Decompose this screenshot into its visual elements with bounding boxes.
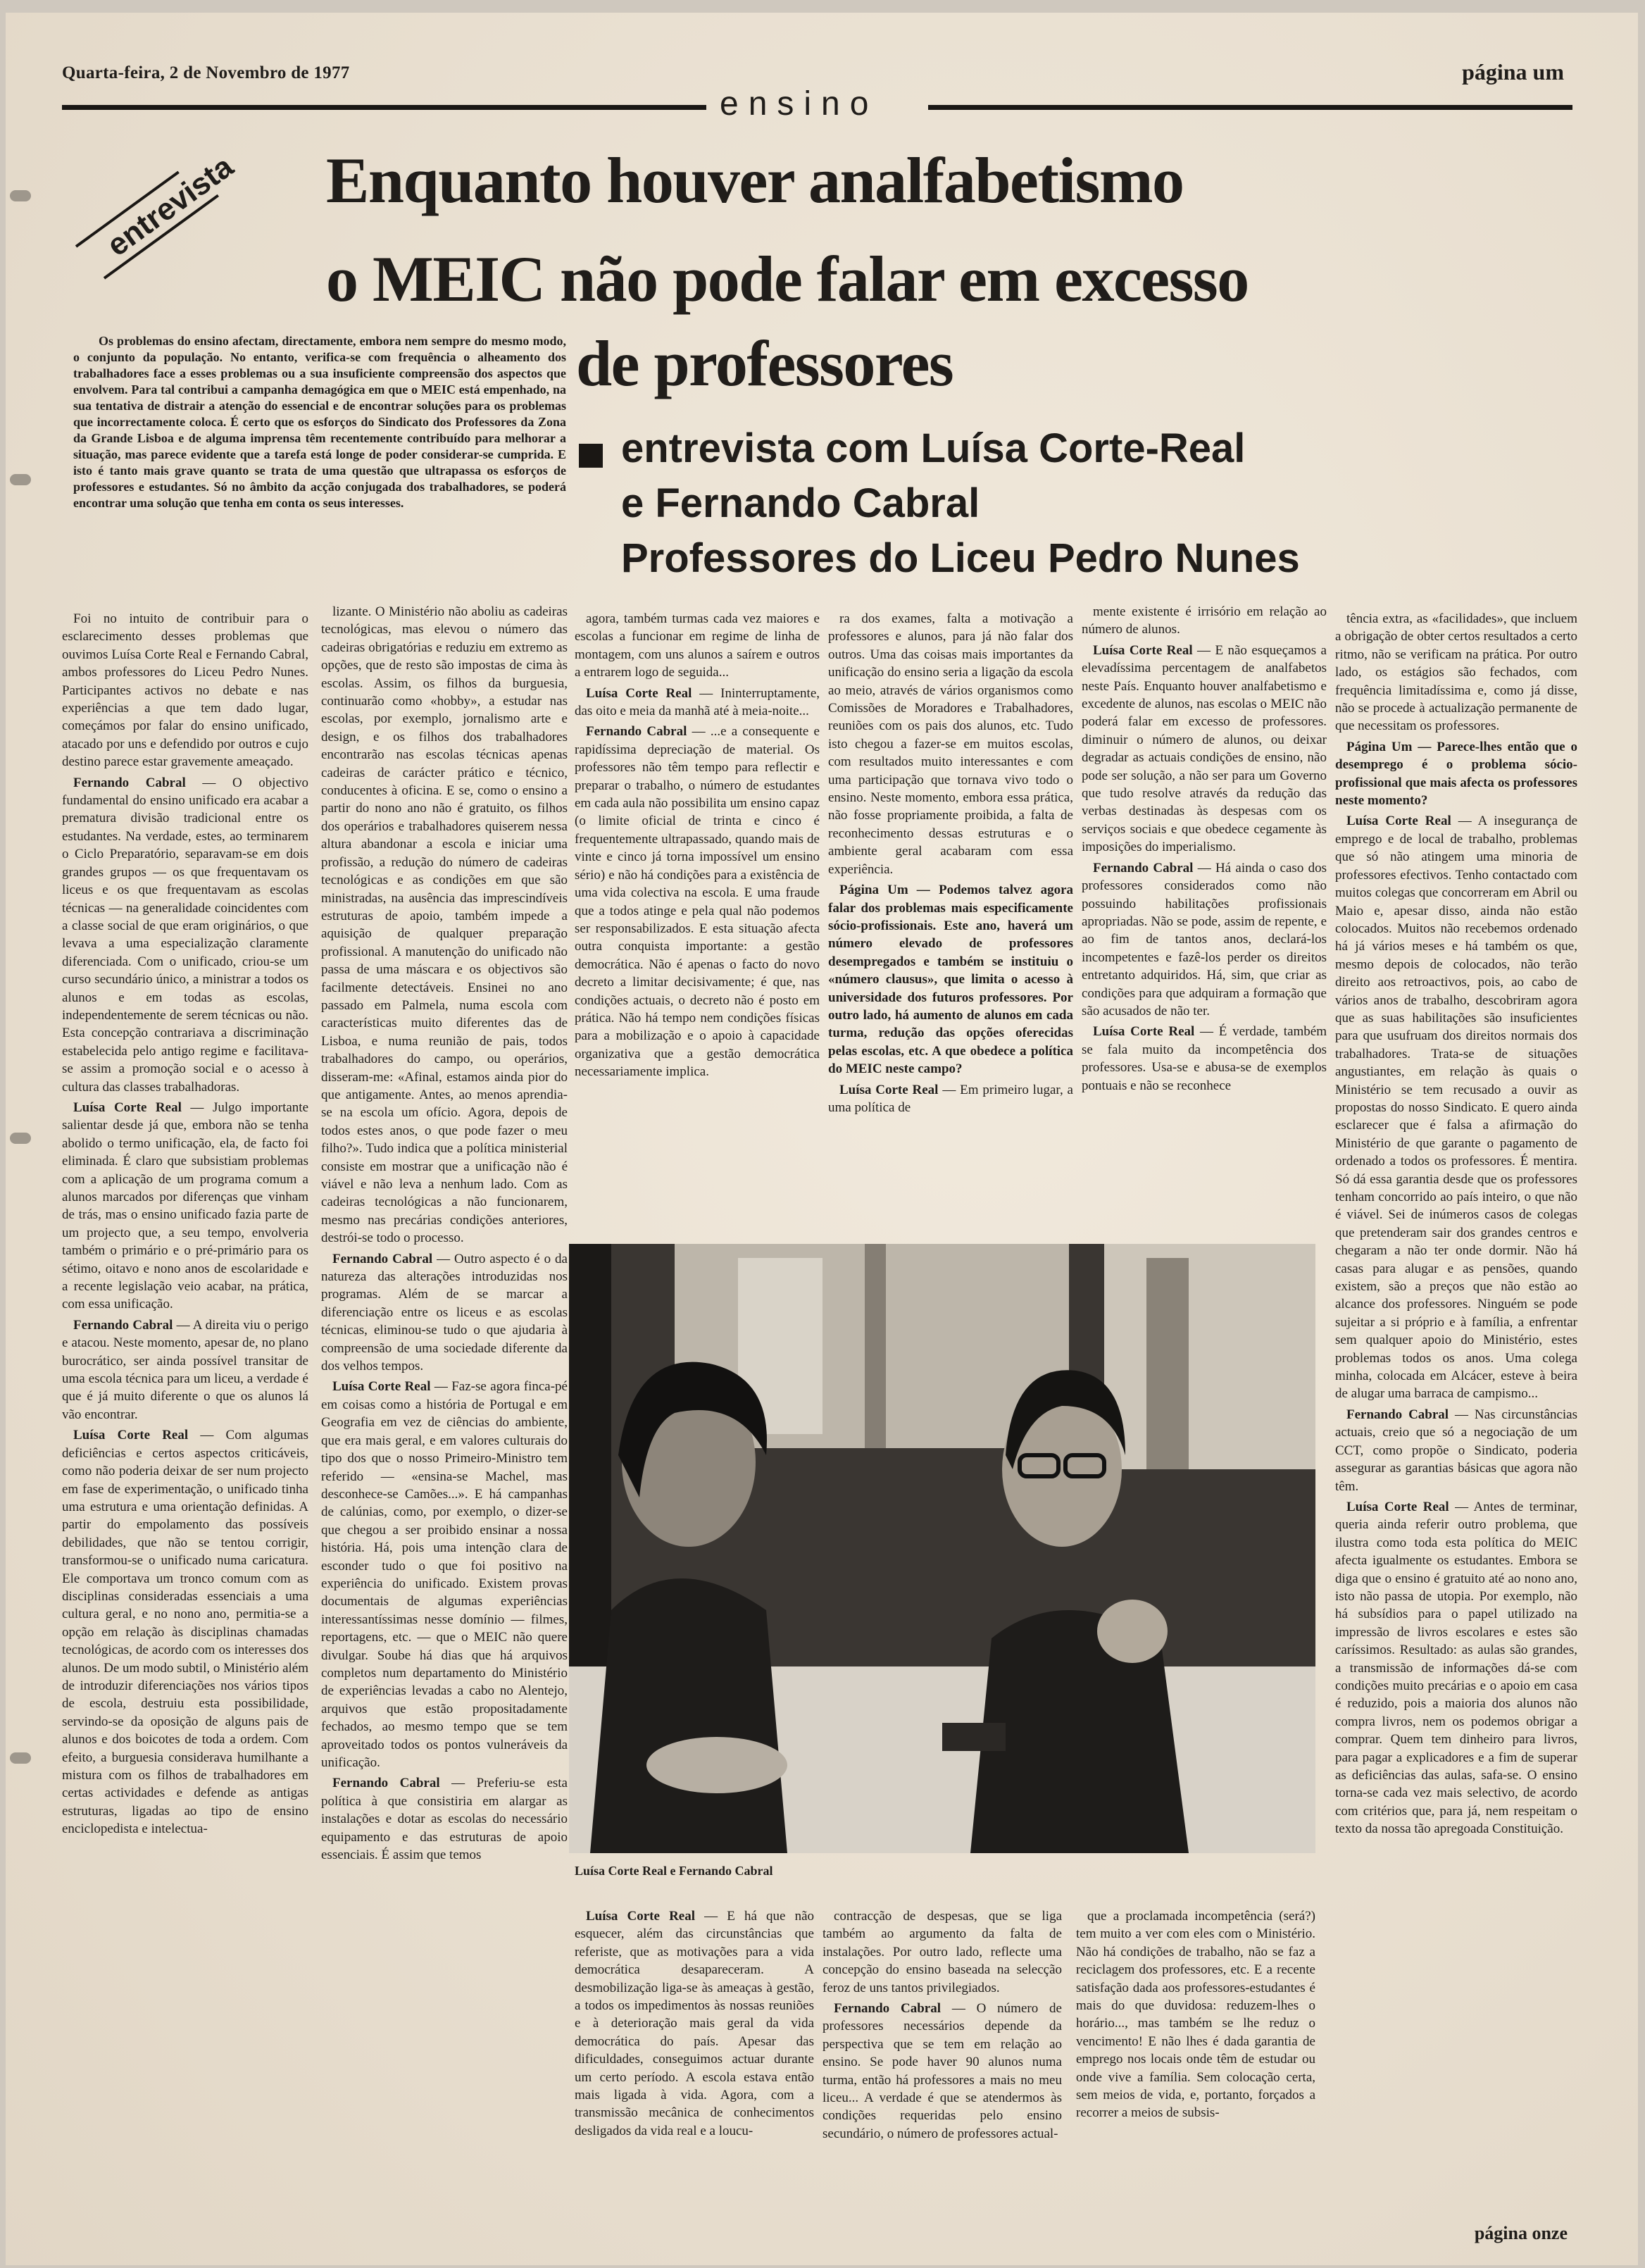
headline-line: Enquanto houver analfabetismo	[326, 144, 1184, 216]
page-label: página um	[1462, 59, 1564, 85]
article-paragraph	[62, 1099, 308, 1314]
binding-hole	[10, 474, 31, 485]
speaker-name: Luísa Corte Real	[586, 685, 692, 701]
speaker-name: Luísa Corte Real	[1093, 1024, 1195, 1040]
article-paragraph	[1335, 1406, 1577, 1495]
article-paragraph	[1335, 738, 1577, 810]
article-paragraph	[1335, 610, 1577, 735]
paragraph-text: Foi no intuito de contribuir para o esclarecimento desses problemas que ouvimos Luísa Corte Real e Fernando Cabral, ambos professores do Liceu Pedro Nunes. Participantes activos no debate e nas experiências a que tem dado lugar, começámos por falar do ensino unificado, atacado por uns e defendido por outros e cujo destino parece estar gravemente ameaçado.	[62, 611, 308, 770]
subheadline-line: e Fernando Cabral	[621, 480, 980, 526]
paragraph-text: — A direita viu o perigo e atacou. Neste momento, apesar de, no plano burocrático, ser ainda possível transitar de uma escola técnica para um liceu, a verdade é que é já muito diferente o que os alunos lá vão encontrar.	[62, 1317, 308, 1422]
paragraph-text: — Outro aspecto é o da natureza das alterações introduzidas nos programas. Além de se marcar a diferenciação entre os liceus e as escolas técnicas, eliminou-se tudo o que ajudaria à compreensão de uma sociedade diferente da dos velhos tempos.	[321, 1251, 568, 1374]
article-paragraph	[575, 685, 820, 721]
binding-hole	[10, 190, 31, 201]
paragraph-text: ra dos exames, falta a motivação a professores e alunos, para já não falar dos outros. Uma das coisas mais importantes da unificação do ensino seria a ligação da escola ao meio, através de vários organismos como Comissões de Moradores e Trabalhadores, reuniões com os pais dos alunos, etc. Tudo isto chegou a fazer-se em muitos escolas, com resultados muito interessantes e com uma participação que tornava vivo todo o ensino. Neste momento, embora essa prática, não fosse propriamente proibida, a falta de reconhecimento dessas estruturas e o ambiente geral acabaram com essa experiência.	[828, 611, 1073, 877]
kicker-text: entrevista	[101, 149, 240, 263]
headline-line: de professores	[576, 328, 953, 399]
headline-line: o MEIC não pode falar em excesso	[326, 243, 1249, 315]
speaker-name: Luísa Corte Real	[1346, 1499, 1449, 1514]
article-paragraph	[1076, 1907, 1315, 2122]
article-paragraph	[575, 1907, 814, 2140]
paragraph-text: — E há que não esquecer, além das circunstâncias que referiste, que as motivações para a vida democrática desapareceram. A desmobilização liga-se às ameaças à gestão, a todos os impedimentos às nossas reuniões e à deterioração mais geral da vida democrática do país. Apesar das dificuldades, conseguimos actuar durante um certo período. A escola estava então mais ligada à vida. Agora, com a transmissão mecânica de conhecimentos desligados da vida real e a loucu-	[575, 1909, 814, 2138]
speaker-name: Luísa Corte Real	[73, 1428, 189, 1443]
paragraph-text: — E não esqueçamos a elevadíssima percentagem de analfabetos neste País. Enquanto houver analfabetismo e excedente de alunos, nas escolas o MEIC não poderá falar em excesso de professores. diminuir o número de alunos, ou deixar degradar as actuais condições de ensino, não pode ser solução, a não ser para um Governo que tudo resolve através da redução das verbas destinadas às despesas com os serviços sociais e que obedece cegamente às imposições do imperialismo.	[1082, 642, 1327, 855]
article-paragraph	[1082, 1023, 1327, 1095]
speaker-name: Página Um	[1346, 739, 1413, 754]
text-column	[822, 1907, 1062, 2145]
paragraph-text: — Nas circunstâncias actuais, creio que só a negociação de um CCT, como propõe o Sindicato, poderia assegurar as garantias básicas que agora não têm.	[1335, 1407, 1577, 1494]
photo-caption: Luísa Corte Real e Fernando Cabral	[575, 1864, 773, 1878]
article-paragraph	[321, 1378, 568, 1771]
paragraph-text: agora, também turmas cada vez maiores e escolas a funcionar em regime de linha de montagem, com uns alunos a saírem e outros a entrarem logo de seguida...	[575, 611, 820, 680]
paragraph-text: tência extra, as «facilidades», que incluem a obrigação de obter certos resultados a certo ritmo, não se verificam na prática. Por outro lado, os estágios são fechados, com frequência limitadíssima e, como já disse, não se procede à actualização permanente de que necessitam os professores.	[1335, 611, 1577, 734]
lead-paragraph: Os problemas do ensino afectam, directamente, embora nem sempre do mesmo modo, o conjunto da população. No entanto, verifica-se com frequência o alheamento dos trabalhadores face a esses problemas ou a sua insuficiente compreensão dos aspectos que envolvem. Para tal contribui a campanha demagógica em que o MEIC está empenhado, na sua tentativa de distrair a atenção do essencial e de encontrar soluções para os problemas que incorrectamente coloca. É certo que os esforços do Sindicato dos Professores da Zona da Grande Lisboa e de alguma imprensa têm recentemente contribuído para melhorar a situação, mas parece evidente que a tarefa está longe de poder considerar-se cumprida. E isto é tanto mais grave quanto se trata de uma questão que ultrapassa os esforços de professores e estudantes. Só no âmbito da acção conjugada dos trabalhadores, se poderá encontrar uma solução que tenha em conta os seus interesses.	[73, 334, 566, 510]
article-paragraph	[828, 1081, 1073, 1117]
speaker-name: Página Um	[839, 883, 908, 898]
article-paragraph	[1335, 812, 1577, 1402]
speaker-name: Luísa Corte Real	[73, 1099, 182, 1115]
article-paragraph	[321, 1250, 568, 1376]
article-paragraph	[575, 723, 820, 1080]
interview-photo	[569, 1244, 1315, 1853]
paragraph-text: — Podemos talvez agora falar dos problemas mais especificamente sócio-profissionais. Este ano, haverá um número elevado de professores desempregados e também se instituiu o «número clausus», que limita o acesso à universidade dos futuros professores. Por outro lado, há aumento de alunos em cada turma, redução das opções oferecidas pelas escolas, etc. A que obedece a política do MEIC neste campo?	[828, 883, 1074, 1077]
article-paragraph	[1335, 1498, 1577, 1838]
paragraph-text: — Em primeiro lugar, a uma política de	[828, 1082, 1073, 1115]
text-column	[828, 610, 1073, 1119]
speaker-name: Luísa Corte Real	[332, 1379, 431, 1395]
speaker-name: Fernando Cabral	[73, 775, 186, 790]
headline	[326, 131, 1249, 328]
paragraph-text: — Ininterruptamente, das oito e meia da manhã até à meia-noite...	[575, 685, 820, 719]
article-paragraph	[1082, 642, 1327, 856]
subheadline-line: Professores do Liceu Pedro Nunes	[621, 535, 1300, 581]
paragraph-text: — A insegurança de emprego e de local de trabalho, problemas que só não atingem uma minoria de professores efectivos. Tenho contactado com muitos colegas que concorreram em Abril ou Maio e, apesar disso, ainda não estão colocados. Muitos não recebemos ordenado há já vários meses e há também os que, mesmo depois de colocados, não terão direito aos retroactivos, pois, ao cabo de vários anos de trabalho, descobriram agora que as suas habilitações são insuficientes para que usufruam dos direitos normais dos trabalhadores. Trata-se de situações angustiantes, em relação às quais o Ministério se tem recusado a ouvir as propostas do nosso Sindicato. E quero ainda esclarecer que é falsa a afirmação do Ministério de que garante o pagamento de ordenado a todos os professores. É mentira. Só dá essa garantia desde que os professores tenham concorrido ao país inteiro, o que não é viável. Sei de inúmeros casos de colegas que pretenderam sair dos grandes centros e chegaram a não ter onde dormir. Não há casas para alugar e as pensões, quando existem, são a preços que não estão ao alcance dos professores. Ninguém se pode sujeitar a si próprio e à família, a enfrentar sem qualquer apoio do Ministério, estes problemas todos os anos. Uma colega minha, colocada em Alcácer, esteve à beira de alugar uma barraca de campismo...	[1335, 814, 1577, 1402]
text-column	[575, 1907, 814, 2143]
paragraph-text: contracção de despesas, que se liga também ao argumento da falta de instalações. Por outro lado, reflecte uma concepção do ensino baseada na selecção feroz de uns tantos privilegiados.	[822, 1909, 1062, 1995]
text-column	[575, 610, 820, 1084]
text-column	[1076, 1907, 1315, 2125]
header-rule-right	[928, 105, 1572, 110]
kicker-badge	[69, 132, 252, 294]
paragraph-text: que a proclamada incompetência (será?) tem muito a ver com eles com o Ministério. Não há condições de trabalho, não se faz a reciclagem dos professores, etc. E a recente satisfação dada aos professores-estudantes é mais do que duvidosa: reduzem-lhes o horário..., mas também se lhe reduz o vencimento! E não lhes é dada garantia de emprego nos locais onde têm de estudar ou onde vive a família. Sem colocação certa, sem meios de vida, e, portanto, forçados a recorrer a meios de subsis-	[1076, 1909, 1315, 2121]
speaker-name: Luísa Corte Real	[586, 1909, 695, 1924]
paragraph-text: — Com algumas deficiências e certos aspectos criticáveis, como não poderia deixar de ser num projecto em fase de experimentação, o unificado tinha uma estrutura e uma orientação definidas. A partir do empolamento das possíveis debilidades, que não se tentou corrigir, transformou-se o unificado numa caricatura. Ele comportava um tronco comum com as disciplinas consideradas essenciais a uma cultura geral, e no nono ano, permitia-se a opção em relação às disciplinas chamadas tecnológicas, de acordo com os interesses dos alunos. De um modo subtil, o Ministério além de introduzir diferenciações nos vários tipos de escola, destruiu esta possibilidade, servindo-se da oposição de alguns pais de alunos e dos boicotes de toda a ordem. Com efeito, a burguesia considerava humilhante a mistura com os filhos de trabalhadores em certas actividades e defende as antigas estruturas, ligadas ao tipo de ensino enciclopedista e intelectua-	[62, 1428, 308, 1837]
paragraph-text: — É verdade, também se fala muito da incompetência dos professores. Usa-se e abusa-se de exemplos pontuais e não se reconhece	[1082, 1024, 1327, 1093]
article-paragraph	[62, 774, 308, 1096]
speaker-name: Fernando Cabral	[73, 1317, 173, 1333]
paragraph-text: — Julgo importante salientar desde já que, embora não se tenha abolido o termo unificação, ela, de facto foi eliminada. É claro que subsistiam problemas com a aplicação de um programa comum a alunos marcados por diferenças que vinham de trás, mas o ensino unificado fazia parte de um projecto que, a seu tempo, envolveria também o primário e o pré-primário para os sétimo, oitavo e nono anos de escolaridade e a recente legislação veio acabar, na prática, com essa unificação.	[62, 1099, 309, 1312]
subheadline	[577, 421, 1300, 586]
binding-hole	[10, 1133, 31, 1144]
speaker-name: Fernando Cabral	[332, 1776, 440, 1791]
speaker-name: Fernando Cabral	[586, 724, 687, 740]
text-column	[62, 610, 308, 1841]
text-column	[1335, 610, 1577, 1841]
paragraph-text: — Há ainda o caso dos professores considerados como não possuindo habilitações profissionais apropriadas. Não se pode, assim de repente, e ao fim de tantos anos, declará-los incompetentes e fazê-los perder os direitos entretanto adquiridos. Há, sim, que criar as condições para que adquiram a formação que são acusados de não ter.	[1082, 860, 1327, 1018]
article-paragraph	[1082, 603, 1327, 639]
speaker-name: Fernando Cabral	[332, 1251, 433, 1266]
paragraph-text: — O objectivo fundamental do ensino unificado era acabar a prematura divisão tradicional entre os estudantes. Na verdade, estes, ao terminarem o Ciclo Preparatório, separavam-se em dois grandes grupos — os que frequentavam os liceus e os que frequentavam as escolas técnicas — na generalidade coincidentes com a classe social de que eram originários, o que levava a uma especialização claramente diferenciada. Com o unificado, criou-se um curso secundário único, a ministrar a todos os alunos e em todas as escolas, independentemente de serem técnicas ou não. Esta concepção contrariava a discriminação estabelecida pelo antigo regime e facilitava-se assim a promoção social e o acesso à cultura das classes trabalhadoras.	[62, 775, 308, 1095]
binding-hole	[10, 1752, 31, 1764]
speaker-name: Fernando Cabral	[834, 2001, 941, 2017]
article-paragraph	[828, 881, 1073, 1078]
paragraph-text: mente existente é irrisório em relação ao número de alunos.	[1082, 604, 1327, 637]
section-title: ensino	[720, 85, 879, 123]
paragraph-text: — Faz-se agora finca-pé em coisas como a história de Portugal e em Geografia em vez de ciências do ambiente, que era mais geral, e em valores culturais do tipo dos que o nosso Primeiro-Ministro tem referido — «ensina-se Machel, mas desconhece-se Camões...». E há campanhas de calúnias, como, por exemplo, o dizer-se que chegou a ser proibido ensinar a nossa história. Há, pois uma intenção clara de esconder tudo o que foi positivo na experiência do unificado. Existem provas documentais de algumas experiências interessantíssimas nesse domínio — filmes, reportagens, etc. — que o MEIC não quere divulgar. Soube há dias que há arquivos completos num departamento do Ministério de experiências levadas a cabo no Alentejo, arquivos que estão propositadamente fechados, ao mesmo tempo que se tem aproveitado todos os pontos vulneráveis da unificação.	[321, 1379, 568, 1770]
speaker-name: Luísa Corte Real	[839, 1082, 939, 1097]
paragraph-text: lizante. O Ministério não aboliu as cadeiras tecnológicas, mas elevou o número das cadeiras obrigatórias e reduziu em extremo as opções, que de resto são impostas de cima às escolas. Assim, os filhos da burguesia, continuarão como «hobby», a estudar nas escolas, por exemplo, jornalismo arte e design, e os filhos dos trabalhadores encontrarão nas escolas técnicas apenas cadeiras de carácter prático e técnico, conducentes à oficina. E se, como o ensino a partir do nono ano não é gratuito, os filhos dos operários e trabalhadores quiserem nessa altura abandonar a escola e iniciar uma profissão, a redução do número de cadeiras tecnológicas e as condições em que são ministradas, na ausência das imprescindíveis estruturas de apoio, também impede a aquisição de qualquer preparação profissional. A manutenção do unificado não passa de uma máscara e os objectivos são facilmente detectáveis. Ensinei no ano passado em Palmela, numa escola com características muito diferentes das de Lisboa, e numa reunião de pais, todos trabalhadores do campo, ou operários, disseram-me: «Afinal, estamos ainda pior do que antigamente. Antes, ao menos aprendia-se na escola um ofício. Agora, depois de todos estes anos, o que pode fazer o meu filho?». Tudo indica que a política ministerial consiste em mostrar que a unificação não é viável e não leva a nenhum lado. Com as cadeiras tecnológicas a não funcionarem, mesmo nas precárias condições anteriores, destrói-se todo o processo.	[321, 604, 568, 1246]
article-paragraph	[822, 2000, 1062, 2143]
article-paragraph	[321, 1774, 568, 1864]
issue-date: Quarta-feira, 2 de Novembro de 1977	[62, 63, 350, 82]
article-paragraph	[62, 1426, 308, 1838]
speaker-name: Fernando Cabral	[1346, 1407, 1449, 1422]
newspaper-page	[6, 13, 1638, 2265]
photo-illustration	[569, 1244, 1315, 1853]
footer-page-label: página onze	[1474, 2223, 1568, 2243]
speaker-name: Luísa Corte Real	[1346, 814, 1451, 829]
paragraph-text: — Preferiu-se esta política à que consistiria em alargar as instalações e dotar as escolas do necessário equipamento e das estruturas de apoio essenciais. É assim que temos	[321, 1776, 568, 1863]
header-rule-left	[62, 105, 706, 110]
paragraph-text: — ...e a consequente e rapidíssima depreciação de material. Os professores não têm tempo para reflectir e preparar o trabalho, o número de estudantes em cada aula não possibilita um ensino capaz (o limite oficial de trinta e cinco é frequentemente ultrapassado, quando mais de vinte e cinco já torna impossível um ensino sério) e não há condições para a existência de uma vida colectiva na escola. E uma fraude que a todos atinge e pela qual não podemos ser responsabilizados. E esta situação afecta outra conquista importante: a gestão democrática. Não é apenas o facto do novo decreto a limitar decisivamente; é que, nas condições actuais, o decreto não é posto em prática. Não há tempo nem condições físicas para a mobilização e o apoio à capacidade organizativa que a gestão democrática necessariamente implica.	[575, 724, 820, 1080]
text-column	[321, 603, 568, 1867]
paragraph-text: — Parece-lhes então que o desemprego é o problema sócio-profissional que mais afecta os professores neste momento?	[1335, 739, 1578, 809]
article-paragraph	[62, 1316, 308, 1423]
article-paragraph	[822, 1907, 1062, 1997]
article-paragraph	[1082, 859, 1327, 1021]
speaker-name: Fernando Cabral	[1093, 860, 1194, 876]
article-paragraph	[321, 603, 568, 1247]
subheadline-line: entrevista com Luísa Corte-Real	[621, 425, 1246, 471]
article-paragraph	[62, 610, 308, 771]
paragraph-text: — O número de professores necessários depende da perspectiva que se tem em relação ao ensino. Se pode haver 90 alunos numa turma, então há professores a mais no meu liceu... A verdade é que se atendermos às condições requeridas pelo ensino secundário, o número de professores actual-	[822, 2001, 1062, 2141]
article-paragraph	[575, 610, 820, 682]
article-paragraph	[828, 610, 1073, 878]
speaker-name: Luísa Corte Real	[1093, 642, 1193, 658]
paragraph-text: — Antes de terminar, queria ainda referir outro problema, que ilustra como toda esta política do MEIC afecta igualmente os estudantes. Embora se diga que o ensino é gratuito até ao nono ano, isto não passa de utopia. Por exemplo, não há subsídios para o papel utilizado na impressão de livros escolares e estes são caríssimos. Resultado: as aulas são grandes, a transmissão de informações dá-se com condições muito precárias e o apoio em casa é reduzido, pois a maioria dos alunos não compra livros, nem os podemos obrigar a comprar. Quem tem dinheiro para livros, para pagar a explicadores e a fim de superar as deficiências das aulas, safa-se. O ensino torna-se cada vez mais selectivo, de acordo com critérios que, para já, nem respeitam o texto da nossa tão apregoada Constituição.	[1335, 1499, 1577, 1837]
text-column	[1082, 603, 1327, 1097]
